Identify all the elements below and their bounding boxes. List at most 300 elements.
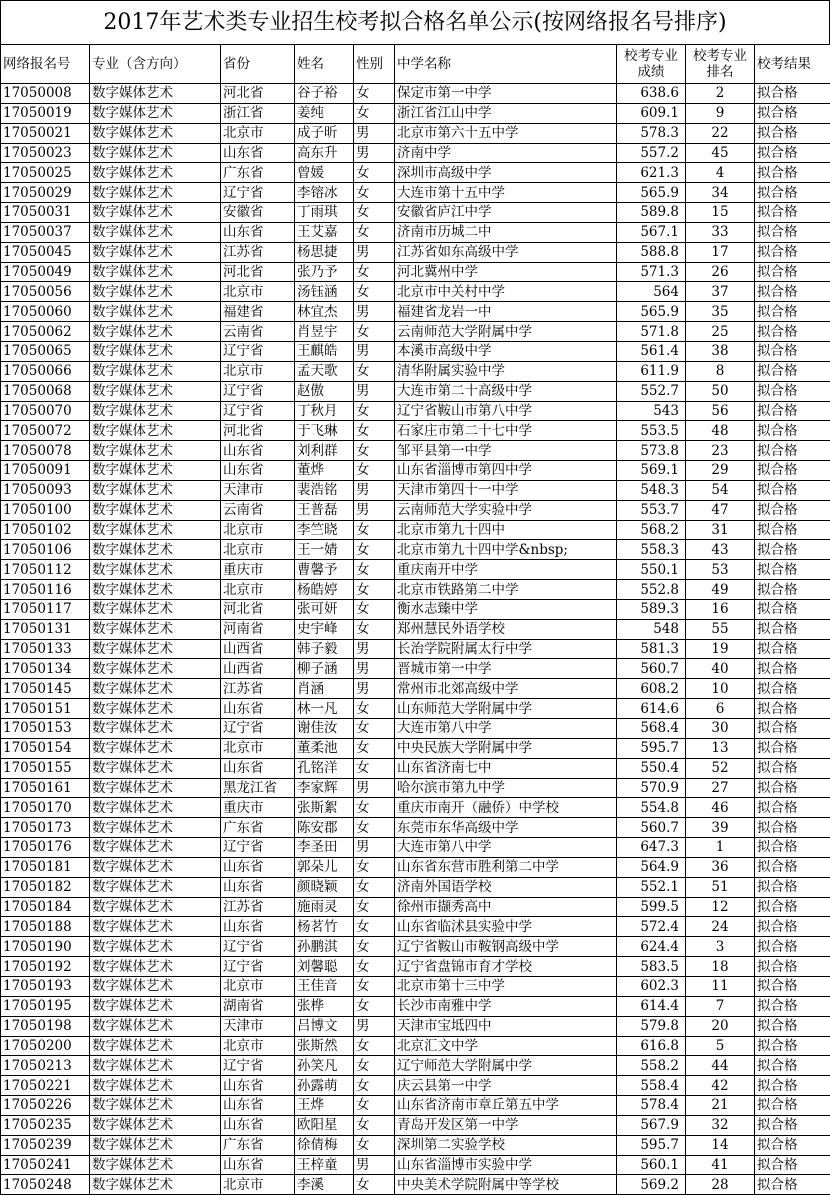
reg-number-cell: 17050066 [1, 361, 90, 381]
table-row [1, 341, 830, 361]
rank-cell: 43 [686, 540, 755, 560]
score-cell: 569.2 [617, 1175, 686, 1195]
province-cell: 河北省 [221, 421, 295, 441]
major-cell: 数字媒体艺术 [90, 897, 221, 917]
score-cell: 560.7 [617, 659, 686, 679]
major-cell: 数字媒体艺术 [90, 183, 221, 203]
major-cell: 数字媒体艺术 [90, 738, 221, 758]
score-cell: 624.4 [617, 937, 686, 957]
name-cell: 李圣田 [295, 838, 354, 858]
rank-cell: 3 [686, 937, 755, 957]
score-cell: 595.7 [617, 738, 686, 758]
gender-cell: 男 [354, 341, 395, 361]
gender-cell: 女 [354, 1115, 395, 1135]
name-cell: 杨皓婷 [295, 580, 354, 600]
table-row [1, 778, 830, 798]
score-cell: 602.3 [617, 976, 686, 996]
major-cell: 数字媒体艺术 [90, 341, 221, 361]
gender-cell: 女 [354, 877, 395, 897]
major-cell: 数字媒体艺术 [90, 719, 221, 739]
rank-cell: 42 [686, 1076, 755, 1096]
gender-cell: 男 [354, 1155, 395, 1175]
rank-cell: 11 [686, 976, 755, 996]
gender-cell: 女 [354, 322, 395, 342]
province-cell: 山东省 [221, 1155, 295, 1175]
table-row [1, 183, 830, 203]
major-cell: 数字媒体艺术 [90, 222, 221, 242]
reg-number-cell: 17050134 [1, 659, 90, 679]
name-cell: 杨思捷 [295, 242, 354, 262]
province-cell: 山东省 [221, 222, 295, 242]
reg-number-cell: 17050091 [1, 461, 90, 481]
major-cell: 数字媒体艺术 [90, 818, 221, 838]
name-cell: 张可妍 [295, 599, 354, 619]
name-cell: 汤钰涵 [295, 282, 354, 302]
result-cell: 拟合格 [755, 778, 830, 798]
school-cell: 东莞市东华高级中学 [395, 818, 617, 838]
result-cell: 拟合格 [755, 996, 830, 1016]
rank-cell: 22 [686, 123, 755, 143]
score-cell: 581.3 [617, 639, 686, 659]
major-cell: 数字媒体艺术 [90, 917, 221, 937]
school-cell: 庆云县第一中学 [395, 1076, 617, 1096]
rank-cell: 50 [686, 381, 755, 401]
score-cell: 558.4 [617, 1076, 686, 1096]
table-row [1, 84, 830, 104]
score-cell: 616.8 [617, 1036, 686, 1056]
gender-cell: 女 [354, 957, 395, 977]
major-cell: 数字媒体艺术 [90, 937, 221, 957]
school-cell: 山东省淄博市第四中学 [395, 461, 617, 481]
gender-cell: 男 [354, 838, 395, 858]
province-cell: 河北省 [221, 84, 295, 104]
reg-number-cell: 17050056 [1, 282, 90, 302]
reg-number-cell: 17050248 [1, 1175, 90, 1195]
rank-cell: 8 [686, 361, 755, 381]
province-cell: 山东省 [221, 1115, 295, 1135]
rank-cell: 23 [686, 441, 755, 461]
table-row [1, 580, 830, 600]
table-row [1, 738, 830, 758]
table-row [1, 719, 830, 739]
gender-cell: 女 [354, 84, 395, 104]
gender-cell: 女 [354, 183, 395, 203]
table-row [1, 461, 830, 481]
result-cell: 拟合格 [755, 461, 830, 481]
reg-number-cell: 17050239 [1, 1135, 90, 1155]
rank-cell: 53 [686, 560, 755, 580]
province-cell: 河南省 [221, 619, 295, 639]
column-header: 校考结果 [755, 45, 830, 84]
province-cell: 辽宁省 [221, 401, 295, 421]
table-row [1, 659, 830, 679]
reg-number-cell: 17050112 [1, 560, 90, 580]
major-cell: 数字媒体艺术 [90, 1115, 221, 1135]
school-cell: 济南市历城二中 [395, 222, 617, 242]
result-cell: 拟合格 [755, 341, 830, 361]
name-cell: 颜晓颖 [295, 877, 354, 897]
result-cell: 拟合格 [755, 381, 830, 401]
rank-cell: 20 [686, 1016, 755, 1036]
rank-cell: 25 [686, 322, 755, 342]
major-cell: 数字媒体艺术 [90, 203, 221, 223]
rank-cell: 24 [686, 917, 755, 937]
reg-number-cell: 17050170 [1, 798, 90, 818]
name-cell: 杨茗竹 [295, 917, 354, 937]
gender-cell: 女 [354, 699, 395, 719]
major-cell: 数字媒体艺术 [90, 421, 221, 441]
major-cell: 数字媒体艺术 [90, 461, 221, 481]
province-cell: 辽宁省 [221, 1056, 295, 1076]
score-cell: 564 [617, 282, 686, 302]
province-cell: 北京市 [221, 520, 295, 540]
score-cell: 614.4 [617, 996, 686, 1016]
table-row [1, 163, 830, 183]
school-cell: 浙江省江山中学 [395, 103, 617, 123]
result-cell: 拟合格 [755, 976, 830, 996]
school-cell: 安徽省庐江中学 [395, 203, 617, 223]
score-cell: 638.6 [617, 84, 686, 104]
gender-cell: 女 [354, 1096, 395, 1116]
rank-cell: 34 [686, 183, 755, 203]
gender-cell: 女 [354, 421, 395, 441]
column-header: 校考专业成绩 [617, 45, 686, 84]
rank-cell: 45 [686, 143, 755, 163]
gender-cell: 男 [354, 659, 395, 679]
reg-number-cell: 17050226 [1, 1096, 90, 1116]
result-cell: 拟合格 [755, 679, 830, 699]
score-cell: 578.3 [617, 123, 686, 143]
result-cell: 拟合格 [755, 877, 830, 897]
name-cell: 裴浩铭 [295, 480, 354, 500]
province-cell: 北京市 [221, 282, 295, 302]
table-row [1, 599, 830, 619]
page-title: 2017年艺术类专业招生校考拟合格名单公示(按网络报名号排序) [0, 0, 830, 44]
major-cell: 数字媒体艺术 [90, 957, 221, 977]
school-cell: 北京市铁路第二中学 [395, 580, 617, 600]
result-cell: 拟合格 [755, 500, 830, 520]
reg-number-cell: 17050131 [1, 619, 90, 639]
reg-number-cell: 17050173 [1, 818, 90, 838]
score-cell: 571.8 [617, 322, 686, 342]
result-cell: 拟合格 [755, 619, 830, 639]
result-cell: 拟合格 [755, 480, 830, 500]
result-cell: 拟合格 [755, 1115, 830, 1135]
gender-cell: 男 [354, 143, 395, 163]
gender-cell: 女 [354, 401, 395, 421]
school-cell: 中央美术学院附属中等学校 [395, 1175, 617, 1195]
result-cell: 拟合格 [755, 857, 830, 877]
reg-number-cell: 17050037 [1, 222, 90, 242]
reg-number-cell: 17050060 [1, 302, 90, 322]
gender-cell: 男 [354, 1016, 395, 1036]
reg-number-cell: 17050176 [1, 838, 90, 858]
table-row [1, 1016, 830, 1036]
rank-cell: 13 [686, 738, 755, 758]
table-row [1, 838, 830, 858]
province-cell: 山东省 [221, 699, 295, 719]
table-row [1, 381, 830, 401]
result-cell: 拟合格 [755, 957, 830, 977]
score-cell: 565.9 [617, 183, 686, 203]
school-cell: 北京市第十三中学 [395, 976, 617, 996]
rank-cell: 38 [686, 341, 755, 361]
reg-number-cell: 17050031 [1, 203, 90, 223]
province-cell: 北京市 [221, 976, 295, 996]
school-cell: 常州市北郊高级中学 [395, 679, 617, 699]
reg-number-cell: 17050025 [1, 163, 90, 183]
rank-cell: 49 [686, 580, 755, 600]
major-cell: 数字媒体艺术 [90, 877, 221, 897]
school-cell: 哈尔滨市第九中学 [395, 778, 617, 798]
province-cell: 山西省 [221, 659, 295, 679]
score-cell: 553.7 [617, 500, 686, 520]
name-cell: 孔铭洋 [295, 758, 354, 778]
province-cell: 湖南省 [221, 996, 295, 1016]
rank-cell: 44 [686, 1056, 755, 1076]
result-cell: 拟合格 [755, 540, 830, 560]
school-cell: 山东省济南市章丘第五中学 [395, 1096, 617, 1116]
result-cell: 拟合格 [755, 560, 830, 580]
result-cell: 拟合格 [755, 183, 830, 203]
gender-cell: 女 [354, 1135, 395, 1155]
name-cell: 陈安郡 [295, 818, 354, 838]
gender-cell: 男 [354, 302, 395, 322]
name-cell: 孙露萌 [295, 1076, 354, 1096]
column-header: 姓名 [295, 45, 354, 84]
rank-cell: 1 [686, 838, 755, 858]
gender-cell: 女 [354, 361, 395, 381]
major-cell: 数字媒体艺术 [90, 699, 221, 719]
score-cell: 572.4 [617, 917, 686, 937]
school-cell: 辽宁省盘锦市育才学校 [395, 957, 617, 977]
gender-cell: 女 [354, 1076, 395, 1096]
score-cell: 579.8 [617, 1016, 686, 1036]
province-cell: 北京市 [221, 361, 295, 381]
province-cell: 辽宁省 [221, 957, 295, 977]
major-cell: 数字媒体艺术 [90, 361, 221, 381]
name-cell: 刘利群 [295, 441, 354, 461]
province-cell: 北京市 [221, 123, 295, 143]
province-cell: 山西省 [221, 639, 295, 659]
gender-cell: 女 [354, 798, 395, 818]
province-cell: 黑龙江省 [221, 778, 295, 798]
major-cell: 数字媒体艺术 [90, 1016, 221, 1036]
reg-number-cell: 17050117 [1, 599, 90, 619]
gender-cell: 女 [354, 441, 395, 461]
score-cell: 567.9 [617, 1115, 686, 1135]
gender-cell: 女 [354, 520, 395, 540]
score-cell: 608.2 [617, 679, 686, 699]
reg-number-cell: 17050198 [1, 1016, 90, 1036]
school-cell: 山东省临沭县实验中学 [395, 917, 617, 937]
result-cell: 拟合格 [755, 282, 830, 302]
name-cell: 孙笑凡 [295, 1056, 354, 1076]
result-cell: 拟合格 [755, 719, 830, 739]
table-row [1, 976, 830, 996]
score-cell: 561.4 [617, 341, 686, 361]
province-cell: 北京市 [221, 1175, 295, 1195]
rank-cell: 41 [686, 1155, 755, 1175]
name-cell: 于飞琳 [295, 421, 354, 441]
result-cell: 拟合格 [755, 123, 830, 143]
school-cell: 衡水志臻中学 [395, 599, 617, 619]
table-row [1, 1135, 830, 1155]
school-cell: 本溪市高级中学 [395, 341, 617, 361]
rank-cell: 40 [686, 659, 755, 679]
gender-cell: 男 [354, 679, 395, 699]
table-row [1, 1076, 830, 1096]
table-row [1, 560, 830, 580]
table-row [1, 937, 830, 957]
major-cell: 数字媒体艺术 [90, 1056, 221, 1076]
table-row [1, 361, 830, 381]
school-cell: 邹平县第一中学 [395, 441, 617, 461]
major-cell: 数字媒体艺术 [90, 302, 221, 322]
school-cell: 长治学院附属太行中学 [395, 639, 617, 659]
major-cell: 数字媒体艺术 [90, 1076, 221, 1096]
school-cell: 深圳第二实验学校 [395, 1135, 617, 1155]
gender-cell: 女 [354, 1175, 395, 1195]
gender-cell: 女 [354, 1036, 395, 1056]
province-cell: 山东省 [221, 441, 295, 461]
reg-number-cell: 17050100 [1, 500, 90, 520]
school-cell: 云南师范大学实验中学 [395, 500, 617, 520]
column-header: 网络报名号 [1, 45, 90, 84]
major-cell: 数字媒体艺术 [90, 560, 221, 580]
school-cell: 郑州慧民外语学校 [395, 619, 617, 639]
score-cell: 647.3 [617, 838, 686, 858]
reg-number-cell: 17050062 [1, 322, 90, 342]
score-cell: 568.4 [617, 719, 686, 739]
province-cell: 广东省 [221, 163, 295, 183]
name-cell: 董烨 [295, 461, 354, 481]
reg-number-cell: 17050106 [1, 540, 90, 560]
rank-cell: 39 [686, 818, 755, 838]
reg-number-cell: 17050045 [1, 242, 90, 262]
rank-cell: 46 [686, 798, 755, 818]
rank-cell: 7 [686, 996, 755, 1016]
score-cell: 570.9 [617, 778, 686, 798]
school-cell: 清华附属实验中学 [395, 361, 617, 381]
school-cell: 晋城市第一中学 [395, 659, 617, 679]
school-cell: 河北冀州中学 [395, 262, 617, 282]
province-cell: 江苏省 [221, 242, 295, 262]
province-cell: 天津市 [221, 480, 295, 500]
table-row [1, 401, 830, 421]
major-cell: 数字媒体艺术 [90, 659, 221, 679]
result-cell: 拟合格 [755, 917, 830, 937]
major-cell: 数字媒体艺术 [90, 798, 221, 818]
reg-number-cell: 17050181 [1, 857, 90, 877]
name-cell: 林一凡 [295, 699, 354, 719]
column-header: 校考专业排名 [686, 45, 755, 84]
rank-cell: 18 [686, 957, 755, 977]
reg-number-cell: 17050182 [1, 877, 90, 897]
name-cell: 李竺晓 [295, 520, 354, 540]
table-row [1, 1155, 830, 1175]
name-cell: 李家辉 [295, 778, 354, 798]
table-row [1, 619, 830, 639]
result-cell: 拟合格 [755, 758, 830, 778]
score-cell: 548.3 [617, 480, 686, 500]
name-cell: 王一婧 [295, 540, 354, 560]
result-cell: 拟合格 [755, 441, 830, 461]
name-cell: 李溪 [295, 1175, 354, 1195]
gender-cell: 女 [354, 738, 395, 758]
major-cell: 数字媒体艺术 [90, 520, 221, 540]
name-cell: 丁秋月 [295, 401, 354, 421]
name-cell: 史宇峰 [295, 619, 354, 639]
reg-number-cell: 17050184 [1, 897, 90, 917]
reg-number-cell: 17050153 [1, 719, 90, 739]
province-cell: 重庆市 [221, 560, 295, 580]
school-cell: 石家庄市第二十七中学 [395, 421, 617, 441]
table-row [1, 917, 830, 937]
name-cell: 肖涵 [295, 679, 354, 699]
school-cell: 重庆市南开（融侨）中学校 [395, 798, 617, 818]
major-cell: 数字媒体艺术 [90, 619, 221, 639]
province-cell: 山东省 [221, 857, 295, 877]
result-cell: 拟合格 [755, 738, 830, 758]
rank-cell: 31 [686, 520, 755, 540]
gender-cell: 男 [354, 639, 395, 659]
rank-cell: 35 [686, 302, 755, 322]
major-cell: 数字媒体艺术 [90, 838, 221, 858]
major-cell: 数字媒体艺术 [90, 1036, 221, 1056]
gender-cell: 男 [354, 778, 395, 798]
result-cell: 拟合格 [755, 798, 830, 818]
province-cell: 山东省 [221, 1096, 295, 1116]
score-cell: 554.8 [617, 798, 686, 818]
column-header: 性别 [354, 45, 395, 84]
score-cell: 588.8 [617, 242, 686, 262]
reg-number-cell: 17050195 [1, 996, 90, 1016]
gender-cell: 男 [354, 123, 395, 143]
score-cell: 564.9 [617, 857, 686, 877]
score-cell: 609.1 [617, 103, 686, 123]
table-row [1, 520, 830, 540]
school-cell: 徐州市撷秀高中 [395, 897, 617, 917]
name-cell: 徐倩梅 [295, 1135, 354, 1155]
major-cell: 数字媒体艺术 [90, 599, 221, 619]
table-row [1, 203, 830, 223]
gender-cell: 男 [354, 480, 395, 500]
score-cell: 552.7 [617, 381, 686, 401]
table-row [1, 639, 830, 659]
province-cell: 北京市 [221, 540, 295, 560]
rank-cell: 4 [686, 163, 755, 183]
school-cell: 北京市中关村中学 [395, 282, 617, 302]
name-cell: 曹馨予 [295, 560, 354, 580]
score-cell: 560.7 [617, 818, 686, 838]
reg-number-cell: 17050049 [1, 262, 90, 282]
score-cell: 614.6 [617, 699, 686, 719]
rank-cell: 32 [686, 1115, 755, 1135]
reg-number-cell: 17050241 [1, 1155, 90, 1175]
school-cell: 保定市第一中学 [395, 84, 617, 104]
result-cell: 拟合格 [755, 302, 830, 322]
school-cell: 大连市第八中学 [395, 719, 617, 739]
school-cell: 大连市第二十高级中学 [395, 381, 617, 401]
result-cell: 拟合格 [755, 818, 830, 838]
major-cell: 数字媒体艺术 [90, 322, 221, 342]
table-row [1, 441, 830, 461]
reg-number-cell: 17050093 [1, 480, 90, 500]
province-cell: 山东省 [221, 758, 295, 778]
name-cell: 孟天歌 [295, 361, 354, 381]
name-cell: 谷子裕 [295, 84, 354, 104]
